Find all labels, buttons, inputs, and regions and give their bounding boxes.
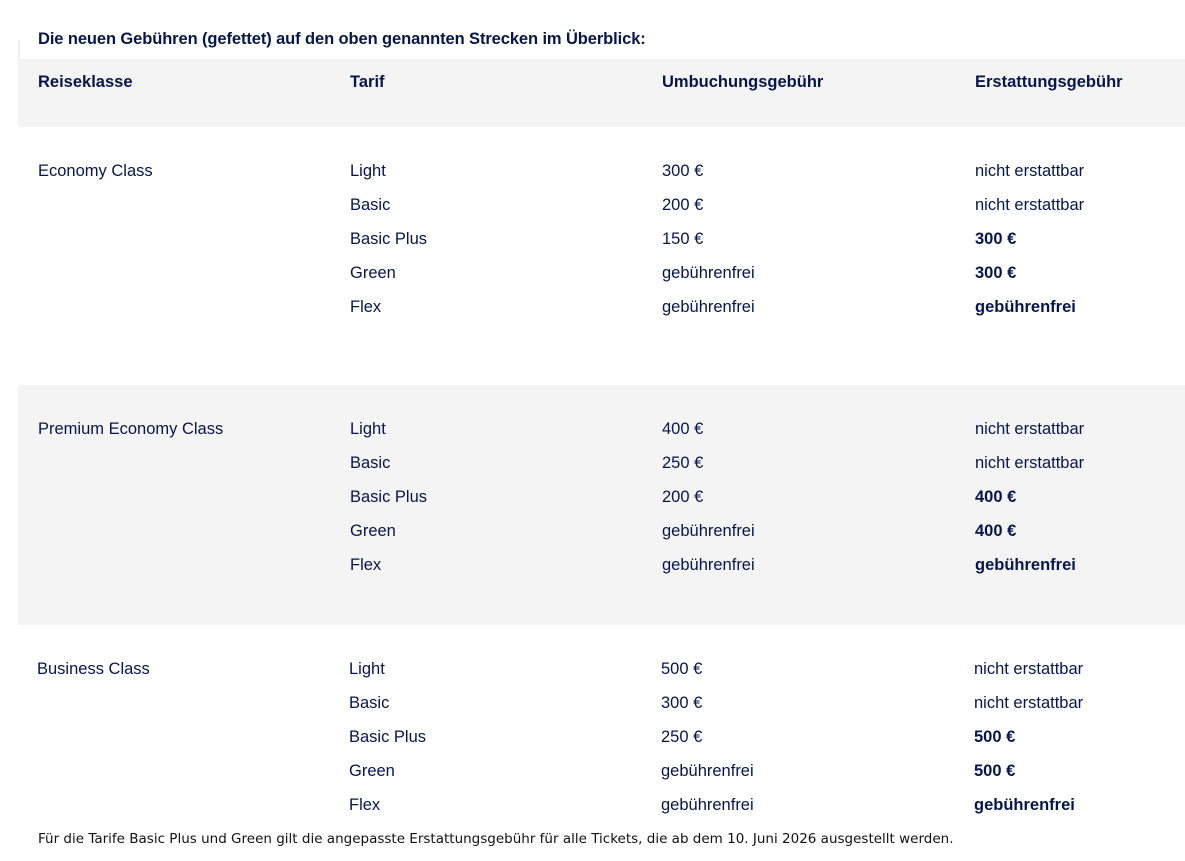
refund-fee-cell: gebührenfrei <box>975 298 1076 316</box>
rebooking-fee-cell: 300 € <box>662 162 704 180</box>
rebooking-fee-cell: gebührenfrei <box>662 264 755 282</box>
travel-class-name: Premium Economy Class <box>38 420 224 438</box>
refund-fee-cell: 300 € <box>975 230 1017 248</box>
travel-class-name: Business Class <box>37 660 150 678</box>
refund-fee-cell: nicht erstattbar <box>974 694 1084 712</box>
tariff-cell: Green <box>349 762 395 780</box>
refund-fee-cell: gebührenfrei <box>974 796 1075 814</box>
refund-fee-cell: nicht erstattbar <box>975 420 1085 438</box>
tariff-cell: Flex <box>350 298 382 316</box>
tariff-cell: Green <box>350 264 396 282</box>
header-reiseklasse: Reiseklasse <box>38 73 133 91</box>
refund-fee-cell: nicht erstattbar <box>974 660 1084 678</box>
refund-fee-cell: 300 € <box>975 264 1017 282</box>
tariff-cell: Flex <box>350 556 382 574</box>
rebooking-fee-cell: 200 € <box>662 196 704 214</box>
footnote: Für die Tarife Basic Plus und Green gilt die angepasste Erstattungsgebühr für alle Tickets, die ab dem 10. Juni 2026 ausgestellt werden. <box>38 831 954 847</box>
rebooking-fee-cell: 500 € <box>661 660 703 678</box>
tariff-cell: Green <box>350 522 396 540</box>
refund-fee-cell: nicht erstattbar <box>975 454 1085 472</box>
tariff-cell: Basic Plus <box>350 488 428 506</box>
rebooking-fee-cell: gebührenfrei <box>662 522 755 540</box>
refund-fee-cell: 500 € <box>974 762 1016 780</box>
tariff-cell: Flex <box>349 796 381 814</box>
rebooking-fee-cell: 150 € <box>662 230 704 248</box>
table-header-band <box>18 59 1185 127</box>
rebooking-fee-cell: 200 € <box>662 488 704 506</box>
rebooking-fee-cell: gebührenfrei <box>662 298 755 316</box>
tariff-cell: Light <box>349 660 385 678</box>
header-tarif: Tarif <box>350 73 385 91</box>
rebooking-fee-cell: gebührenfrei <box>661 762 754 780</box>
rebooking-fee-cell: 250 € <box>662 454 704 472</box>
rebooking-fee-cell: gebührenfrei <box>661 796 754 814</box>
refund-fee-cell: nicht erstattbar <box>975 196 1085 214</box>
refund-fee-cell: 500 € <box>974 728 1016 746</box>
title-accent-line <box>18 40 20 60</box>
page-title: Die neuen Gebühren (gefettet) auf den oben genannten Strecken im Überblick: <box>38 30 646 48</box>
header-erstattungsgebuehr: Erstattungsgebühr <box>975 73 1123 91</box>
tariff-cell: Basic Plus <box>350 230 428 248</box>
rebooking-fee-cell: gebührenfrei <box>662 556 755 574</box>
refund-fee-cell: 400 € <box>975 522 1017 540</box>
tariff-cell: Basic <box>349 694 390 712</box>
tariff-cell: Basic <box>350 454 391 472</box>
refund-fee-cell: 400 € <box>975 488 1017 506</box>
refund-fee-cell: nicht erstattbar <box>975 162 1085 180</box>
travel-class-name: Economy Class <box>38 162 153 180</box>
tariff-cell: Light <box>350 162 386 180</box>
tariff-cell: Light <box>350 420 386 438</box>
rebooking-fee-cell: 250 € <box>661 728 703 746</box>
tariff-cell: Basic Plus <box>349 728 427 746</box>
rebooking-fee-cell: 400 € <box>662 420 704 438</box>
refund-fee-cell: gebührenfrei <box>975 556 1076 574</box>
header-umbuchungsgebuehr: Umbuchungsgebühr <box>662 73 824 91</box>
rebooking-fee-cell: 300 € <box>661 694 703 712</box>
tariff-cell: Basic <box>350 196 391 214</box>
